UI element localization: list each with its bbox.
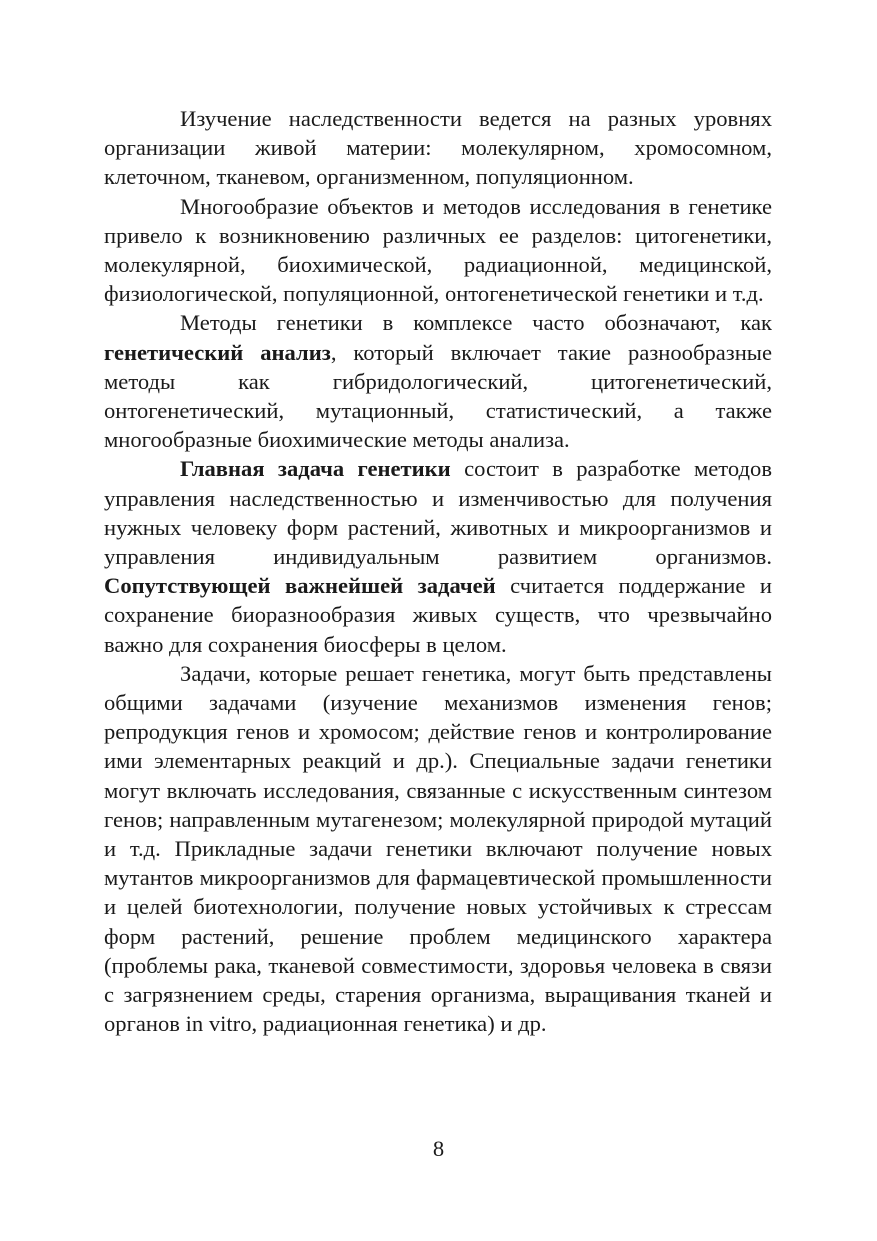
bold-term: генетический анализ (104, 339, 331, 365)
paragraph (104, 192, 772, 309)
bold-term: Главная задача генетики (180, 456, 451, 482)
paragraph (104, 454, 772, 658)
text-run: Изучение наследственности ведется на разных уровнях организации живой материи: молекулярном, хромосомном, клеточном, тканевом, организменном, популяционном. (104, 106, 772, 190)
page-number: 8 (432, 1136, 445, 1161)
text-run: Многообразие объектов и методов исследования в генетике привело к возникновению различных ее разделов: цитогенетики, молекулярной, биохимической, радиационной, медицинской, физиологической, популяционной, онтогенетической генетики и т.д. (104, 193, 772, 307)
text-run: Задачи, которые решает генетика, могут быть представлены общими задачами (изучение механизмов изменения генов; репродукция генов и хромосом; действие генов и контролирование ими элементарных реакций и др.). Специальные задачи генетики могут включать исследования, связанные с искусственным синтезом генов; направленным мутагенезом; молекулярной природой мутаций и т.д. Прикладные задачи генетики включают получение новых мутантов микроорганизмов для фармацевтической промышленности и целей биотехнологии, получение новых устойчивых к стрессам форм растений, решение проблем медицинского характера (проблемы рака, тканевой совместимости, здоровья человека в связи с загрязнением среды, старения организма, выращивания тканей и органов in vitro, радиационная генетика) и др. (104, 660, 772, 1037)
paragraph (104, 308, 772, 454)
bold-term: Сопутствующей важнейшей задачей (104, 573, 496, 599)
paragraph (104, 659, 772, 1039)
text-run: состоит в разработке методов управления наследственностью и изменчивостью для получения нужных человеку форм растений, животных и микроорганизмов и управления индивидуальным развитием организмов. (104, 456, 772, 570)
text-run: считается поддержание и сохранение биоразнообразия живых существ, что чрезвычайно важно для сохранения биосферы в целом. (104, 573, 773, 657)
text-run: , который включает такие разнообразные методы как гибридологический, цитогенетический, онтогенетический, мутационный, статистический, а также многообразные биохимические методы анализа. (104, 339, 772, 453)
text-run: Методы генетики в комплексе часто обозначают, как (180, 310, 772, 336)
paragraph (104, 104, 772, 192)
body-text (104, 104, 772, 1039)
